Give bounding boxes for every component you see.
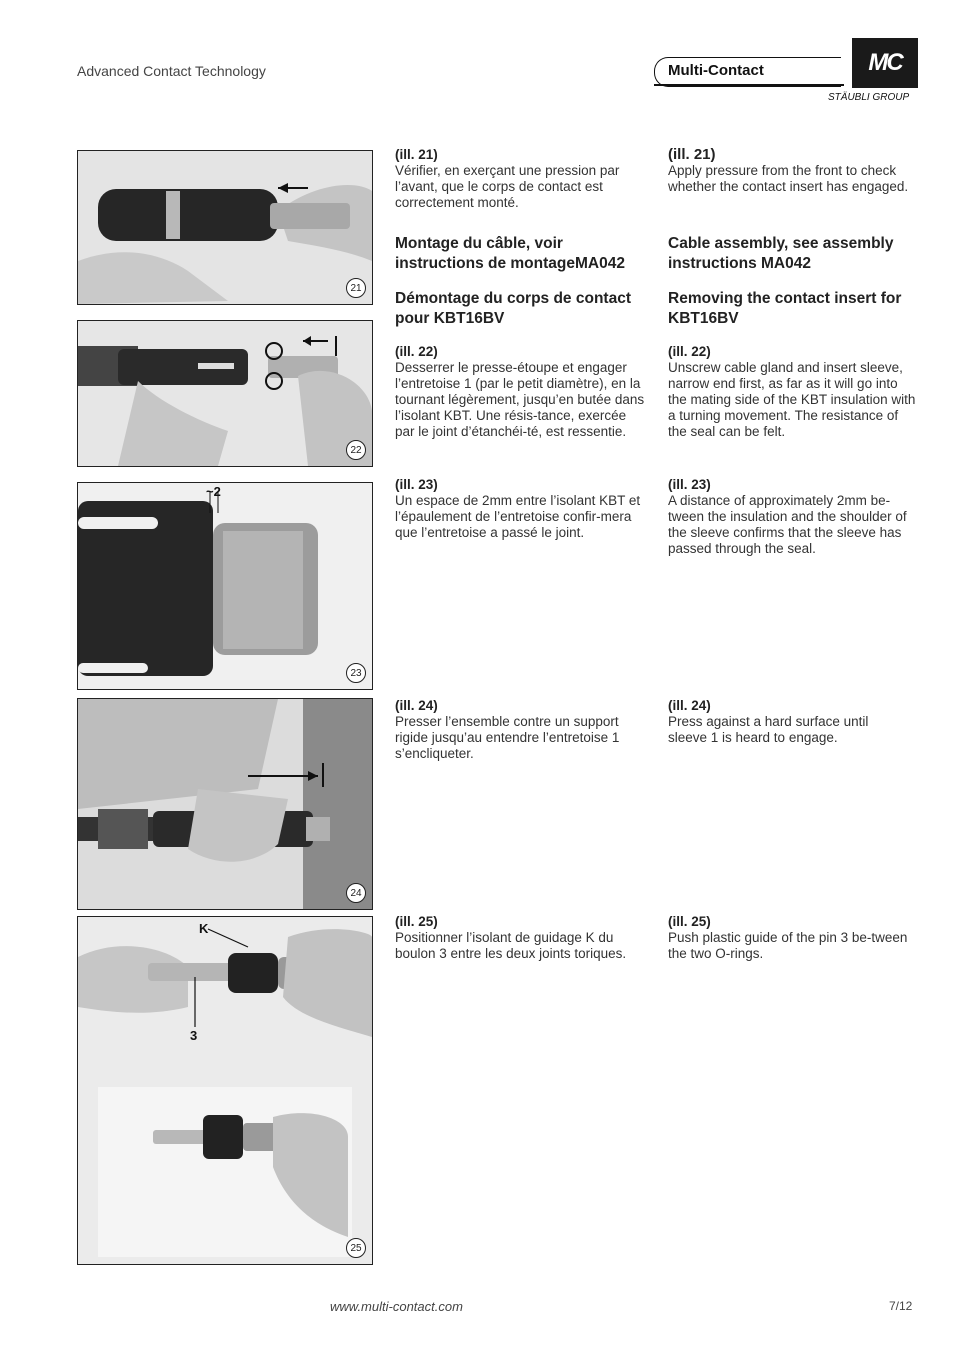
en-ill21 xyxy=(668,147,918,195)
fr-ill21 xyxy=(395,147,645,211)
figure-number-24: 24 xyxy=(346,883,366,903)
group-name: STÄUBLI GROUP xyxy=(828,92,910,103)
brand-underline xyxy=(654,84,844,86)
header-tagline: Advanced Contact Technology xyxy=(77,63,266,79)
fr-ill25-title: (ill. 25) xyxy=(395,914,438,929)
photo-ill-22 xyxy=(77,320,373,467)
fr-ill24-body: Presser l’ensemble contre un support rigide jusqu’au entendre l’entretoise 1 s’encliqueter. xyxy=(395,714,620,761)
fr-ill22-title: (ill. 22) xyxy=(395,344,438,359)
fr-ill22 xyxy=(395,344,645,440)
en-ill22-body: Unscrew cable gland and insert sleeve, narrow end first, as far as it will go into the mating side of the KBT insulation with a turning movement. The resistance of the seal can be felt. xyxy=(668,360,916,439)
connector-drawing-25 xyxy=(78,917,372,1264)
fr-ill22-body: Desserrer le presse-étoupe et engager l’entretoise 1 (par le petit diamètre), en la tournant légèrement, jusqu’en butée dans l’isolant KBT. Une résis-tance, exercée par le joint d’étanchéi-té, est ressentie. xyxy=(395,360,645,439)
photo-ill-24 xyxy=(77,698,373,910)
photo-ill-25 xyxy=(77,916,373,1265)
fr-ill21-body: Vérifier, en exerçant une pression par l’avant, que le corps de contact est correctement monté. xyxy=(395,163,620,210)
connector-drawing-23 xyxy=(78,483,372,689)
page-number: 7/12 xyxy=(889,1299,913,1313)
fr-ill24 xyxy=(395,698,645,762)
connector-drawing-21 xyxy=(78,151,372,304)
fr-ill21-title: (ill. 21) xyxy=(395,147,438,162)
en-ill24 xyxy=(668,698,908,746)
en-ill24-title: (ill. 24) xyxy=(668,698,711,713)
en-ill25 xyxy=(668,914,908,962)
figure-number-22: 22 xyxy=(346,440,366,460)
en-ill25-body: Push plastic guide of the pin 3 be-tween the two O-rings. xyxy=(668,930,908,961)
fr-ill25-body: Positionner l’isolant de guidage K du boulon 3 entre les deux joints toriques. xyxy=(395,930,627,961)
en-heading-removal: Removing the contact insert for KBT16BV xyxy=(668,290,902,327)
fr-heading-removal: Démontage du corps de contact pour KBT16BV xyxy=(395,290,631,327)
en-ill22 xyxy=(668,344,920,440)
en-ill24-body: Press against a hard surface until sleeve 1 is heard to engage. xyxy=(668,714,869,745)
label-3: 3 xyxy=(190,1028,198,1043)
label-k: K xyxy=(199,921,209,936)
brand-name: Multi-Contact xyxy=(668,62,764,79)
en-ill21-body: Apply pressure from the front to check whether the contact insert has engaged. xyxy=(668,163,909,194)
connector-drawing-24 xyxy=(78,699,372,909)
en-ill21-title: (ill. 21) xyxy=(668,146,716,163)
mc-logo: MC xyxy=(852,38,918,88)
en-ill25-title: (ill. 25) xyxy=(668,914,711,929)
fr-ill24-title: (ill. 24) xyxy=(395,698,438,713)
figure-number-25: 25 xyxy=(346,1238,366,1258)
fr-heading-cable: Montage du câble, voir instructions de montageMA042 xyxy=(395,235,625,272)
en-ill23-body: A distance of approximately 2mm be-tween the insulation and the shoulder of the sleeve confirms that the sleeve has passed through the seal. xyxy=(668,493,907,556)
figure-number-21: 21 xyxy=(346,278,366,298)
en-ill22-title: (ill. 22) xyxy=(668,344,711,359)
fr-ill25 xyxy=(395,914,640,962)
fr-ill23-title: (ill. 23) xyxy=(395,477,438,492)
fr-ill23 xyxy=(395,477,647,541)
connector-drawing-22 xyxy=(78,321,372,466)
fr-ill23-body: Un espace de 2mm entre l’isolant KBT et l’épaulement de l’entretoise confir-mera que l’entretoise a passé le joint. xyxy=(395,493,641,540)
en-ill23-title: (ill. 23) xyxy=(668,477,711,492)
en-ill23 xyxy=(668,477,920,557)
en-heading-cable: Cable assembly, see assembly instructions MA042 xyxy=(668,235,894,272)
gap-label: ~2 xyxy=(206,484,221,499)
photo-ill-21 xyxy=(77,150,373,305)
photo-ill-23 xyxy=(77,482,373,690)
figure-number-23: 23 xyxy=(346,663,366,683)
footer-url[interactable]: www.multi-contact.com xyxy=(330,1299,463,1314)
